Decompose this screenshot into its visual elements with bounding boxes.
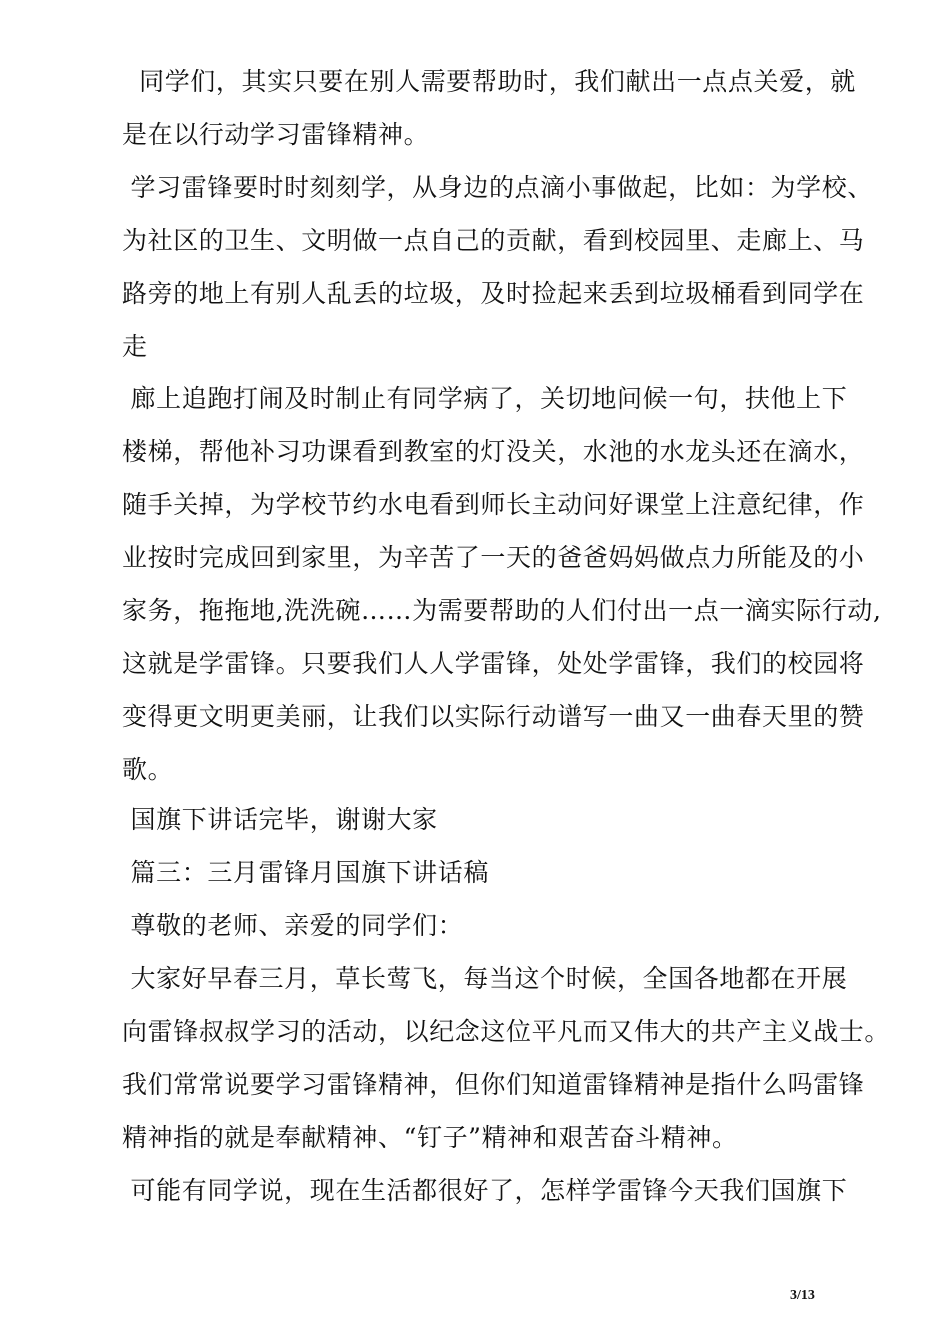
text-line: 是在以行动学习雷锋精神。 — [122, 120, 430, 149]
text-line: 楼梯，帮他补习功课看到教室的灯没关，水池的水龙头还在滴水， — [122, 437, 865, 466]
text-line: 业按时完成回到家里，为辛苦了一天的爸爸妈妈做点力所能及的小 — [122, 543, 865, 572]
text-line: 精神指的就是奉献精神、“钉子”精神和艰苦奋斗精神。 — [122, 1123, 738, 1152]
text-line: 随手关掉，为学校节约水电看到师长主动问好课堂上注意纪律，作 — [122, 490, 865, 519]
text-line: 大家好早春三月，草长莺飞，每当这个时候，全国各地都在开展 — [122, 964, 848, 993]
text-line: 国旗下讲话完毕，谢谢大家 — [122, 805, 438, 834]
text-line: 家务，拖拖地,洗洗碗……为需要帮助的人们付出一点一滴实际行动, — [122, 596, 882, 625]
text-line: 廊上追跑打闹及时制止有同学病了，关切地问候一句，扶他上下 — [122, 384, 848, 413]
text-line: 学习雷锋要时时刻刻学，从身边的点滴小事做起，比如：为学校、 — [122, 173, 873, 202]
text-line: 可能有同学说，现在生活都很好了，怎样学雷锋今天我们国旗下 — [122, 1176, 848, 1205]
text-line: 向雷锋叔叔学习的活动，以纪念这位平凡而又伟大的共产主义战士。 — [122, 1017, 891, 1046]
section-heading: 篇三：三月雷锋月国旗下讲话稿 — [122, 858, 489, 887]
text-line: 路旁的地上有别人乱丢的垃圾，及时捡起来丢到垃圾桶看到同学在 — [122, 279, 865, 308]
page-number: 3/13 — [790, 1288, 815, 1303]
text-line: 走 — [122, 332, 148, 361]
text-line: 同学们，其实只要在别人需要帮助时，我们献出一点点关爱，就 — [122, 67, 856, 96]
text-line: 这就是学雷锋。只要我们人人学雷锋，处处学雷锋，我们的校园将 — [122, 649, 865, 678]
text-line: 变得更文明更美丽，让我们以实际行动谱写一曲又一曲春天里的赞 — [122, 702, 865, 731]
salutation: 尊敬的老师、亲爱的同学们： — [122, 911, 464, 940]
text-line: 为社区的卫生、文明做一点自己的贡献，看到校园里、走廊上、马 — [122, 226, 865, 255]
text-line: 歌。 — [122, 755, 174, 784]
text-line: 我们常常说要学习雷锋精神，但你们知道雷锋精神是指什么吗雷锋 — [122, 1070, 865, 1099]
